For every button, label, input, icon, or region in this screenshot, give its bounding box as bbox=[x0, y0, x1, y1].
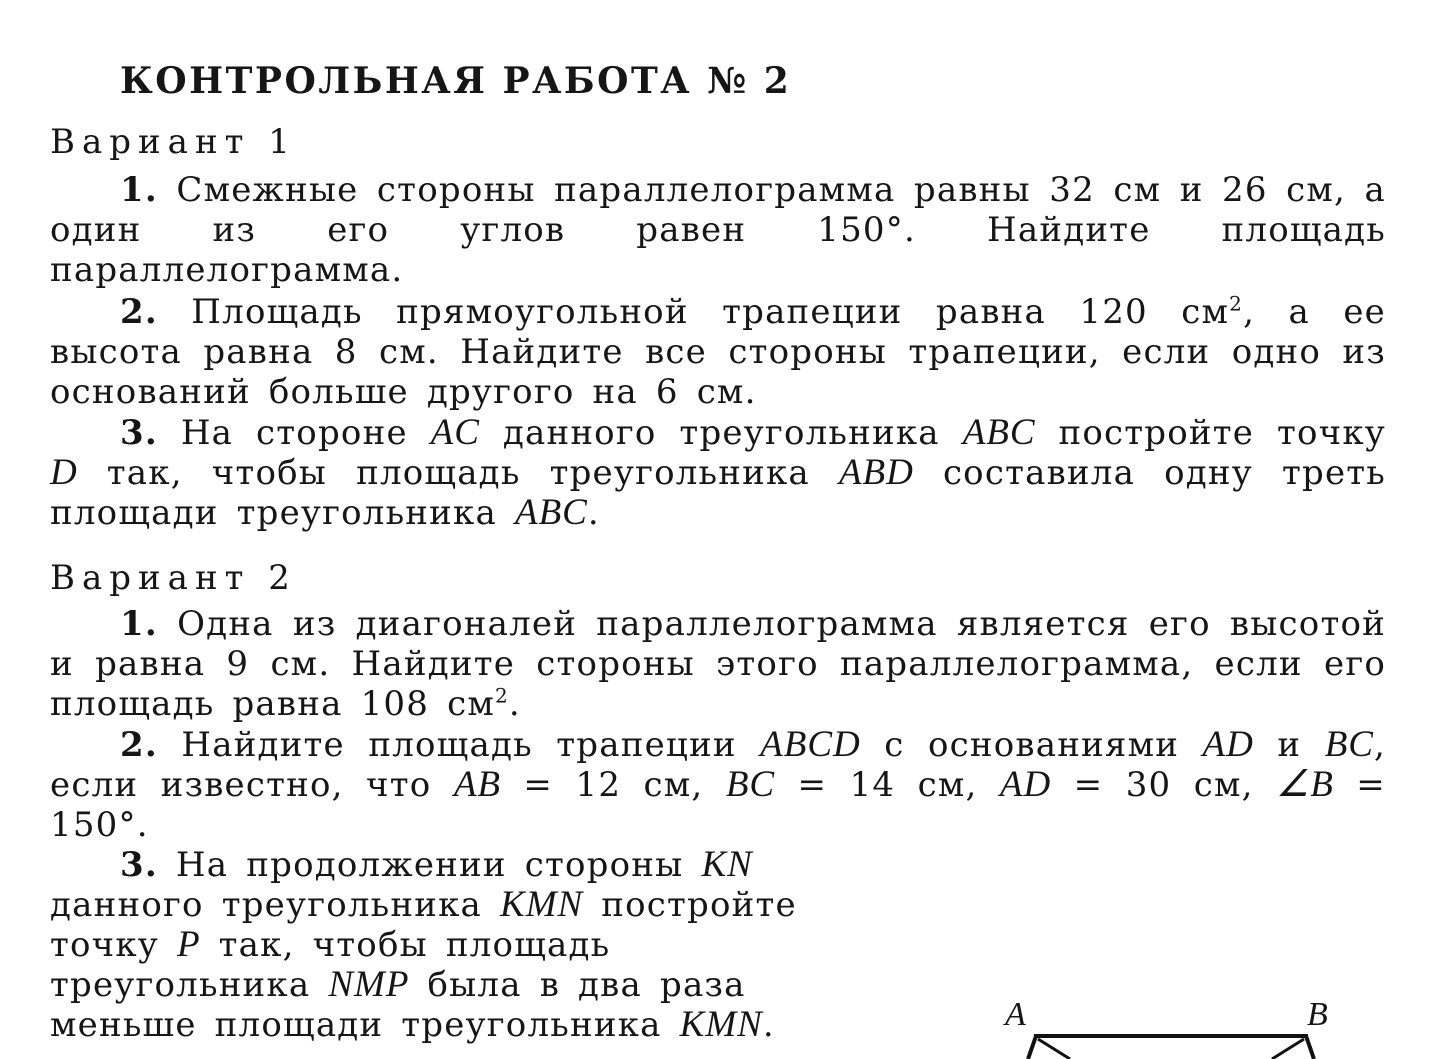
math-var: ABC bbox=[962, 412, 1036, 453]
problem-number: 1. bbox=[120, 604, 158, 644]
variant-1-problem-3 bbox=[50, 413, 1386, 533]
problem-number: 3. bbox=[120, 845, 158, 885]
problem-text: , а ее высота равна 8 см. Найдите все стороны трапеции, если одно из оснований больше другого на 6 см. bbox=[50, 292, 1387, 412]
problem-text: составила одну треть площади треугольника bbox=[50, 453, 1386, 533]
math-var: BC bbox=[1324, 724, 1374, 765]
problem-text: постройте точку bbox=[50, 885, 797, 965]
variant-1-heading: Вариант 1 bbox=[50, 122, 297, 162]
problem-text: данного треугольника bbox=[502, 413, 940, 453]
problem-text: = 14 см, bbox=[797, 765, 978, 805]
variant-1-problem-2 bbox=[50, 292, 1386, 412]
problem-number: 3. bbox=[120, 413, 158, 453]
problem-text: с основаниями bbox=[884, 725, 1180, 765]
problem-number: 2. bbox=[120, 725, 158, 765]
math-var: AC bbox=[430, 412, 480, 453]
figure-label-b: B bbox=[1307, 996, 1328, 1033]
math-var: ∠B bbox=[1276, 764, 1334, 805]
problem-text: = 150°. bbox=[50, 765, 1386, 845]
problem-text: = 12 см, bbox=[523, 765, 704, 805]
math-var: AB bbox=[453, 764, 502, 805]
variant-2-problem-3 bbox=[50, 845, 880, 1045]
problem-text: Площадь прямоугольной трапеции равна 120 см bbox=[191, 292, 1230, 332]
math-var: BC bbox=[725, 764, 776, 805]
figure-label-a: A bbox=[1005, 996, 1026, 1033]
problem-text: Одна из диагоналей параллелограмма является его высотой и равна 9 см. Найдите стороны этого параллелограмма, если его площадь равна 108 см bbox=[50, 604, 1386, 724]
math-var: KMN bbox=[679, 1004, 763, 1045]
problem-text: . bbox=[508, 684, 521, 724]
math-var: D bbox=[50, 452, 78, 493]
variant-1-problem-1 bbox=[50, 170, 1386, 290]
math-var: AD bbox=[999, 764, 1052, 805]
math-var: KMN bbox=[500, 884, 584, 925]
problem-text: данного треугольника bbox=[50, 885, 483, 925]
problem-text: . bbox=[587, 493, 600, 533]
trapezoid-diagonal-bd bbox=[1272, 1039, 1304, 1059]
math-var: P bbox=[177, 924, 201, 965]
math-var: AD bbox=[1202, 724, 1254, 765]
trapezoid-left-side bbox=[1028, 1036, 1036, 1059]
problem-text: Найдите площадь трапеции bbox=[181, 725, 737, 765]
problem-number: 1. bbox=[120, 170, 158, 210]
problem-text: Смежные стороны параллелограмма равны 32 см и 26 см, а один из его углов равен 150°. Найдите площадь параллелограмма. bbox=[50, 170, 1386, 290]
math-var: ABD bbox=[838, 452, 914, 493]
variant-2-heading: Вариант 2 bbox=[50, 558, 297, 598]
trapezoid-diagonal-ac bbox=[1038, 1039, 1070, 1059]
problem-text: так, чтобы площадь треугольника bbox=[50, 925, 611, 1005]
problem-text: так, чтобы площадь треугольника bbox=[106, 453, 810, 493]
variant-2-problem-2 bbox=[50, 725, 1386, 845]
math-var: KN bbox=[701, 844, 753, 885]
trapezoid-right-side bbox=[1306, 1036, 1314, 1059]
trapezoid-figure bbox=[1010, 1020, 1320, 1059]
problem-number: 2. bbox=[120, 292, 158, 332]
problem-text: была в два раза меньше площади треугольника bbox=[50, 965, 746, 1045]
problem-text: = 30 см, bbox=[1073, 765, 1254, 805]
problem-text: На стороне bbox=[180, 413, 408, 453]
page-title: КОНТРОЛЬНАЯ РАБОТА № 2 bbox=[120, 60, 792, 102]
problem-text: и bbox=[1277, 725, 1302, 765]
math-var: NMP bbox=[328, 964, 410, 1005]
variant-2-problem-1 bbox=[50, 604, 1386, 724]
problem-text: постройте точку bbox=[1058, 413, 1386, 453]
problem-text: , если известно, что bbox=[50, 725, 1386, 805]
problem-text: . bbox=[762, 1005, 775, 1045]
math-var: ABCD bbox=[760, 724, 861, 765]
superscript: 2 bbox=[494, 683, 509, 708]
superscript: 2 bbox=[1229, 291, 1244, 316]
math-var: ABC bbox=[514, 492, 588, 533]
problem-text: На продолжении стороны bbox=[175, 845, 684, 885]
